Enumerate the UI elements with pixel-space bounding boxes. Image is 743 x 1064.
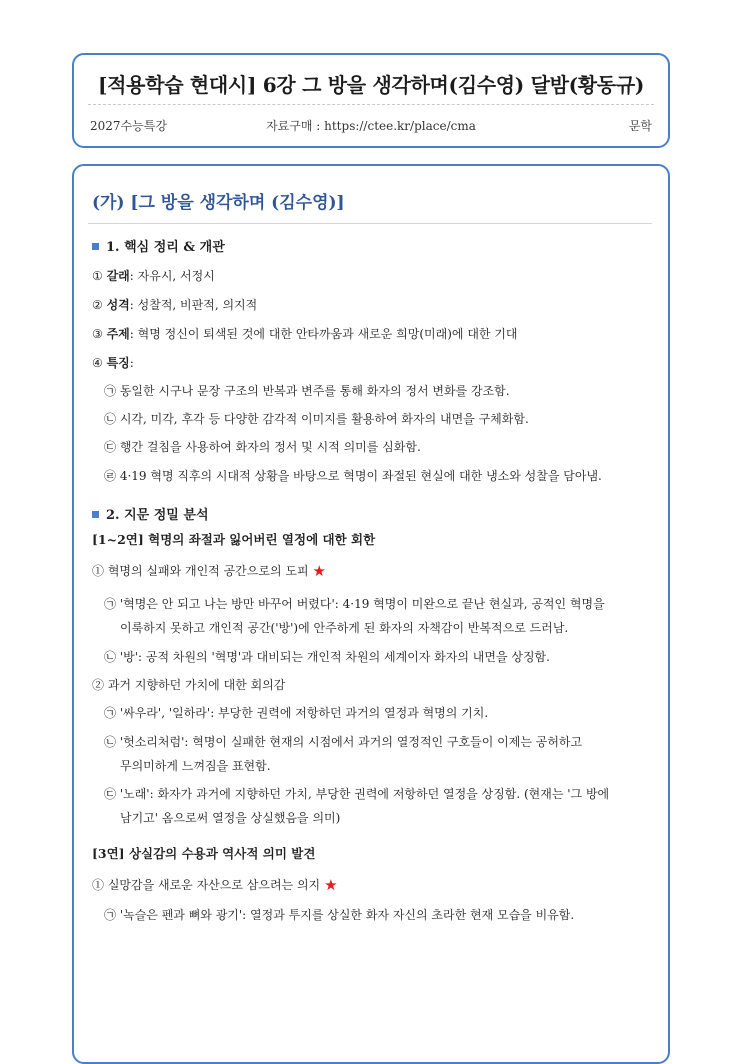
genre-key: 갈래 [106,269,130,283]
stanza3-point1-text: ① 실망감을 새로운 자산으로 삼으려는 의지 [92,878,321,892]
theme-num: ③ [92,327,103,341]
document-title: [적용학습 현대시] 6강 그 방을 생각하며(김수영) 달밤(황동규) [97,73,645,97]
feature-key: 특징 [106,356,130,370]
character-num: ② [92,298,103,312]
stanza1-point1 [92,563,326,579]
feature-colon: : [129,356,134,370]
part2-heading-text: 2. 지문 정밀 분석 [106,508,209,523]
content-box [72,164,670,1064]
stanza1-p1a-line1: ㉠ '혁명은 안 되고 나는 방만 바꾸어 버렸다': 4·19 혁명이 미완으로 끝난 현실과, 공적인 혁명을 [104,597,605,611]
part2-heading [92,508,209,524]
stanza1-heading: [1~2연] 혁명의 좌절과 잃어버린 열정에 대한 회한 [92,532,376,547]
theme-line [92,326,518,342]
subject-label: 문학 [628,119,652,133]
feature-num: ④ [92,356,103,370]
stanza3-p1a: ㉠ '녹슬은 펜과 뼈와 광기': 열정과 투지를 상실한 화자 자신의 초라한 현재 모습을 비유함. [104,908,575,922]
header-divider [88,104,654,105]
feature-item: ㉡ 시각, 미각, 후각 등 다양한 감각적 이미지를 활용하여 화자의 내면을 구체화함. [104,412,529,426]
star-icon: ★ [324,876,338,894]
stanza1-p2c-line1: ㉢ '노래': 화자가 과거에 지향하던 가치, 부당한 권력에 저항하던 열정을 상징함. (현재는 '그 방에 [104,787,610,801]
stanza3-heading: [3연] 상실감의 수용과 역사적 의미 발견 [92,846,316,861]
stanza1-p2c-line2: 남기고' 옴으로써 열정을 상실했음을 의미) [120,811,341,825]
stanza1-p2b-line2: 무의미하게 느껴짐을 표현함. [120,759,271,773]
character-key: 성격 [106,298,130,312]
genre-line [92,268,215,284]
course-label: 2027수능특강 [90,119,167,133]
star-icon: ★ [312,562,326,580]
feature-item: ㉣ 4·19 혁명 직후의 시대적 상황을 바탕으로 혁명이 좌절된 현실에 대한 냉소와 성찰을 담아냄. [104,469,602,483]
theme-key: 주제 [106,327,130,341]
header-box [72,53,670,148]
purchase-link[interactable]: 자료구매 : https://ctee.kr/place/cma [266,119,476,133]
stanza1-point1-text: ① 혁명의 실패와 개인적 공간으로의 도피 [92,564,309,578]
stanza1-p2b-line1: ㉡ '헛소리처럼': 혁명이 실패한 현재의 시점에서 과거의 열정적인 구호들이 이제는 공허하고 [104,735,583,749]
part1-heading [92,240,225,256]
feature-line [92,355,134,371]
stanza1-p1b: ㉡ '방': 공적 차원의 '혁명'과 대비되는 개인적 차원의 세계이자 화자의 내면을 상징함. [104,650,550,664]
feature-item: ㉠ 동일한 시구나 문장 구조의 반복과 변주를 통해 화자의 정서 변화를 강조함. [104,384,510,398]
stanza3-point1 [92,877,338,893]
header-meta-row [90,117,652,133]
genre-value: : 자유시, 서정시 [129,269,215,283]
stanza1-p1a-line2: 이룩하지 못하고 개인적 공간('방')에 안주하게 된 화자의 자책감이 반복적으로 드러남. [120,621,569,635]
square-bullet-icon [92,243,99,250]
character-line [92,297,257,313]
character-value: : 성찰적, 비판적, 의지적 [129,298,258,312]
genre-num: ① [92,269,103,283]
part1-heading-text: 1. 핵심 정리 & 개관 [106,240,225,255]
square-bullet-icon [92,511,99,518]
section-divider [88,223,652,224]
theme-value: : 혁명 정신이 퇴색된 것에 대한 안타까움과 새로운 희망(미래)에 대한 기대 [129,327,518,341]
stanza1-point2: ② 과거 지향하던 가치에 대한 회의감 [92,678,286,692]
feature-item: ㉢ 행간 걸침을 사용하여 화자의 정서 및 시적 의미를 심화함. [104,440,421,454]
section-title: (가) [그 방을 생각하며 (김수영)] [92,193,345,213]
stanza1-p2a: ㉠ '싸우라', '일하라': 부당한 권력에 저항하던 과거의 열정과 혁명의 기치. [104,706,489,720]
